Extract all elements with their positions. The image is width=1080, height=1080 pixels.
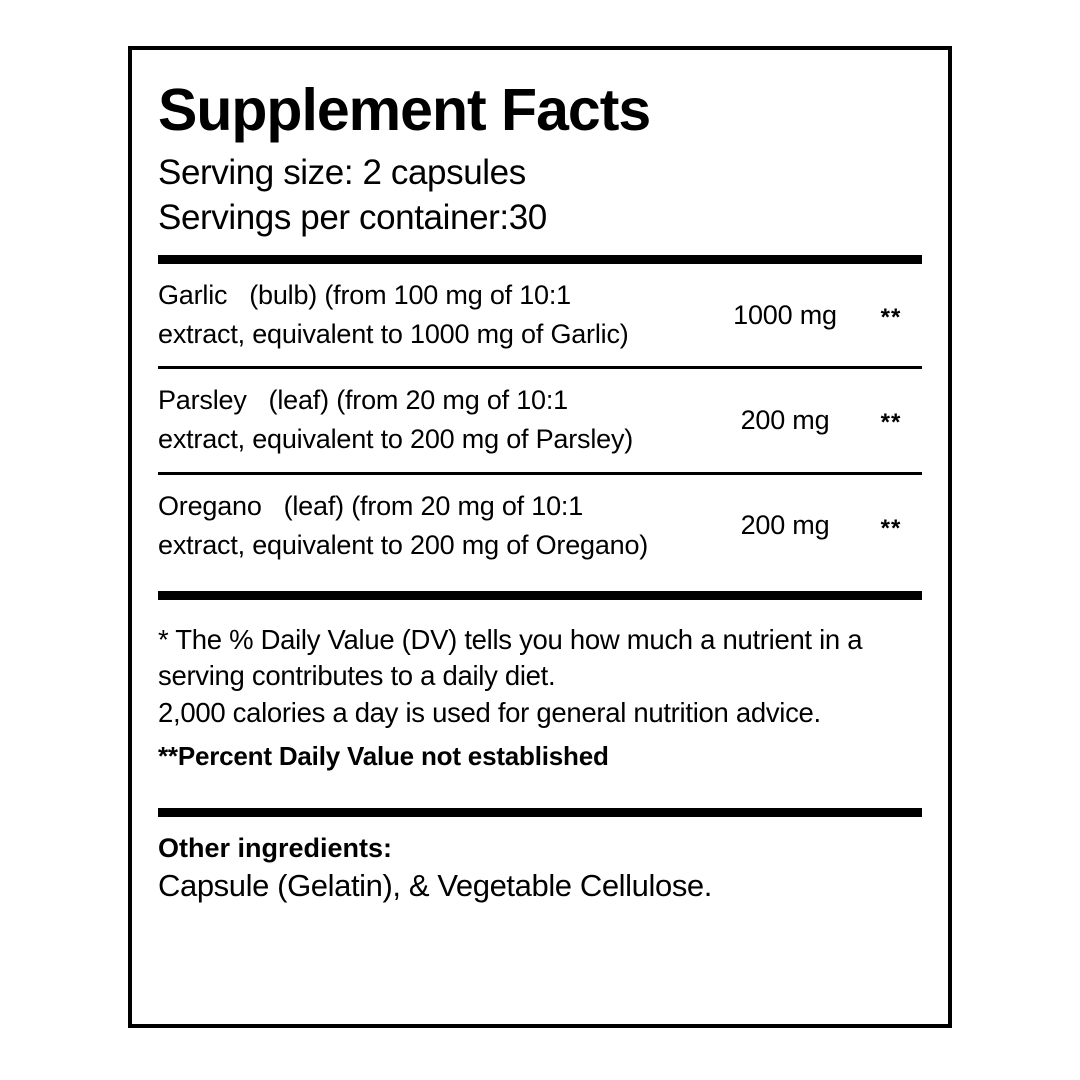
table-row xyxy=(158,369,922,471)
page-title: Supplement Facts xyxy=(158,77,651,143)
nutrient-desc-line1: (from 100 mg of 10:1 xyxy=(324,279,571,310)
nutrient-daily-value: ** xyxy=(880,409,902,437)
nutrient-name: Parsley xyxy=(158,385,247,416)
nutrient-amount: 200 mg xyxy=(740,404,830,435)
nutrient-part: (bulb) xyxy=(249,279,318,310)
nutrient-amount: 200 mg xyxy=(740,510,830,541)
supplement-facts-panel xyxy=(128,46,952,1028)
other-ingredients-body: Capsule (Gelatin), & Vegetable Cellulose. xyxy=(158,868,712,904)
nutrient-desc-line2: extract, equivalent to 1000 mg of Garlic) xyxy=(158,319,629,350)
table-row xyxy=(158,475,922,577)
nutrient-name-cell xyxy=(158,276,710,354)
footnote-line-3: 2,000 calories a day is used for general nutrition advice. xyxy=(158,696,821,728)
nutrient-name-cell xyxy=(158,487,710,565)
footnotes xyxy=(158,600,922,774)
nutrient-desc-line2: extract, equivalent to 200 mg of Parsley) xyxy=(158,424,634,455)
footnote-percent-dv: **Percent Daily Value not established xyxy=(158,741,609,772)
nutrient-part: (leaf) xyxy=(268,385,329,416)
nutrient-amount: 1000 mg xyxy=(733,299,837,330)
nutrient-desc-line1: (from 20 mg of 10:1 xyxy=(351,490,584,521)
footnote-line-1: * The % Daily Value (DV) tells you how much a nutrient in a xyxy=(158,623,863,655)
divider-thick-bottom xyxy=(158,591,922,600)
other-ingredients-section xyxy=(158,817,922,904)
nutrient-name: Oregano xyxy=(158,490,262,521)
servings-per-container-text: Servings per container:30 xyxy=(158,198,547,238)
nutrient-daily-value: ** xyxy=(880,304,902,332)
nutrient-daily-value: ** xyxy=(880,514,902,542)
nutrient-part: (leaf) xyxy=(283,490,344,521)
serving-size-text: Serving size: 2 capsules xyxy=(158,152,526,192)
nutrient-name-cell xyxy=(158,381,710,459)
supplement-facts-content xyxy=(158,68,922,1014)
nutrient-desc-line1: (from 20 mg of 10:1 xyxy=(336,385,568,416)
divider-thick-top xyxy=(158,255,922,264)
table-row xyxy=(158,264,922,366)
nutrient-desc-line2: extract, equivalent to 200 mg of Oregano) xyxy=(158,529,649,560)
footnote-line-2: serving contributes to a daily diet. xyxy=(158,660,556,692)
divider-thick-other xyxy=(158,808,922,817)
nutrient-name: Garlic xyxy=(158,279,228,310)
other-ingredients-title: Other ingredients: xyxy=(158,833,393,864)
